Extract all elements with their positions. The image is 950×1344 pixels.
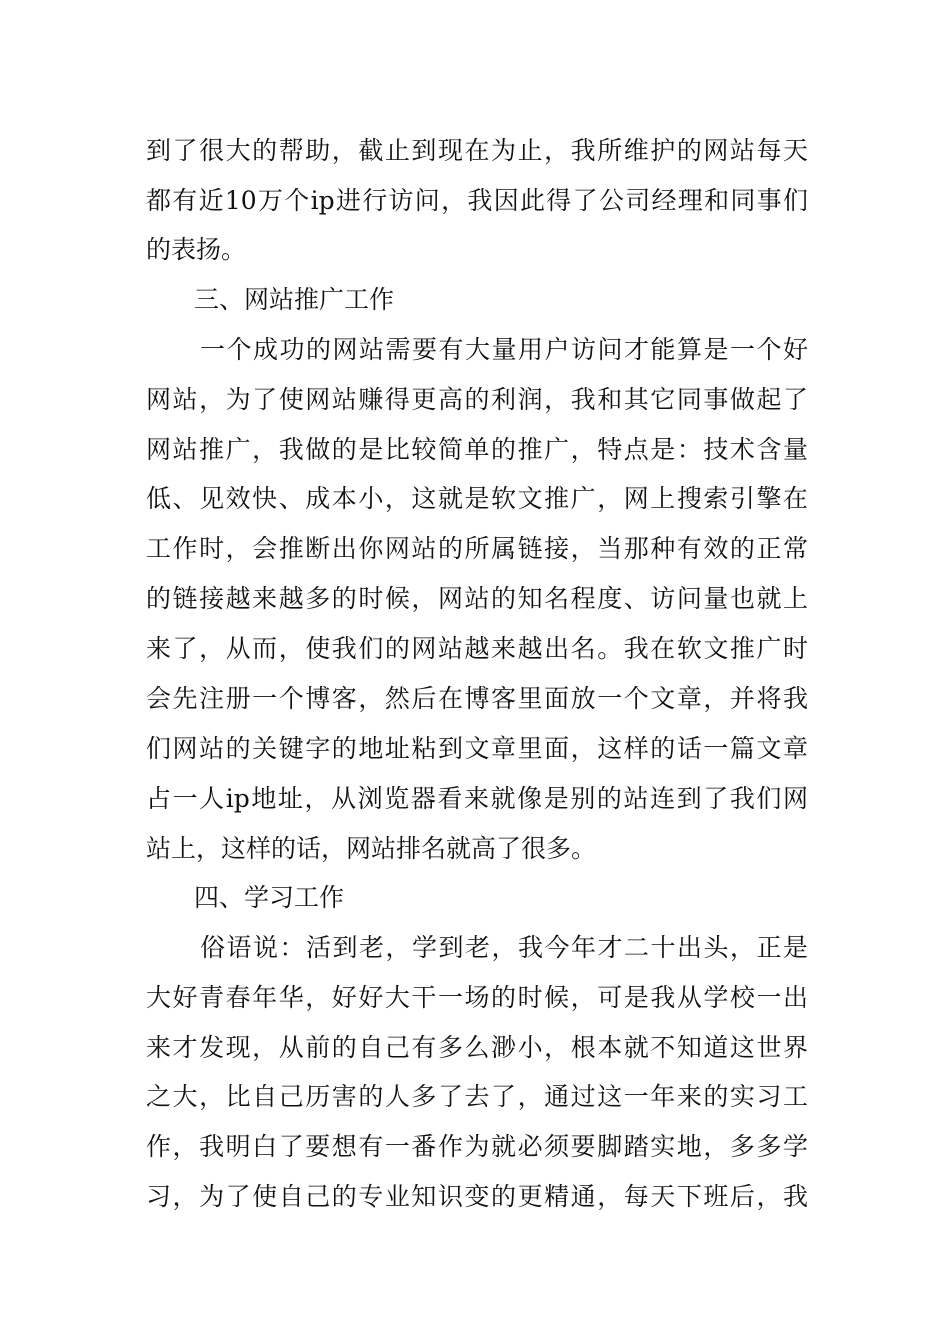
paragraph-line: 来才发现，从前的自己有多么渺小，根本就不知道这世界: [146, 1033, 808, 1062]
paragraph-line: 都有近10万个ip进行访问，我因此得了公司经理和同事们: [146, 186, 808, 215]
paragraph-line: 网站，为了使网站赚得更高的利润，我和其它同事做起了: [146, 385, 808, 414]
paragraph-line: 的链接越来越多的时候，网站的知名程度、访问量也就上: [146, 584, 808, 613]
section-heading: 三、网站推广工作: [194, 285, 395, 314]
paragraph-line: 的表扬。: [146, 235, 247, 264]
paragraph-line: 网站推广，我做的是比较简单的推广，特点是：技术含量: [146, 435, 808, 464]
paragraph-line: 之大，比自己历害的人多了去了，通过这一年来的实习工: [146, 1082, 808, 1111]
paragraph-line: 大好青春年华，好好大干一场的时候，可是我从学校一出: [146, 983, 808, 1012]
paragraph-line: 习，为了使自己的专业知识变的更精通，每天下班后，我: [146, 1182, 808, 1211]
paragraph-line: 作，我明白了要想有一番作为就必须要脚踏实地，多多学: [146, 1132, 808, 1161]
paragraph-line: 来了，从而，使我们的网站越来越出名。我在软文推广时: [146, 634, 808, 663]
paragraph-line: 俗语说：活到老，学到老，我今年才二十出头，正是: [200, 933, 808, 962]
paragraph-line: 到了很大的帮助，截止到现在为止，我所维护的网站每天: [146, 136, 808, 165]
paragraph-line: 工作时，会推断出你网站的所属链接，当那种有效的正常: [146, 534, 808, 563]
section-heading: 四、学习工作: [194, 883, 345, 912]
paragraph-line: 们网站的关键字的地址粘到文章里面，这样的话一篇文章: [146, 734, 808, 763]
paragraph-line: 占一人ip地址，从浏览器看来就像是别的站连到了我们网: [146, 784, 808, 813]
paragraph-line: 会先注册一个博客，然后在博客里面放一个文章，并将我: [146, 684, 808, 713]
paragraph-line: 一个成功的网站需要有大量用户访问才能算是一个好: [200, 335, 808, 364]
paragraph-line: 站上，这样的话，网站排名就高了很多。: [146, 834, 597, 863]
paragraph-line: 低、见效快、成本小，这就是软文推广，网上搜索引擎在: [146, 484, 808, 513]
